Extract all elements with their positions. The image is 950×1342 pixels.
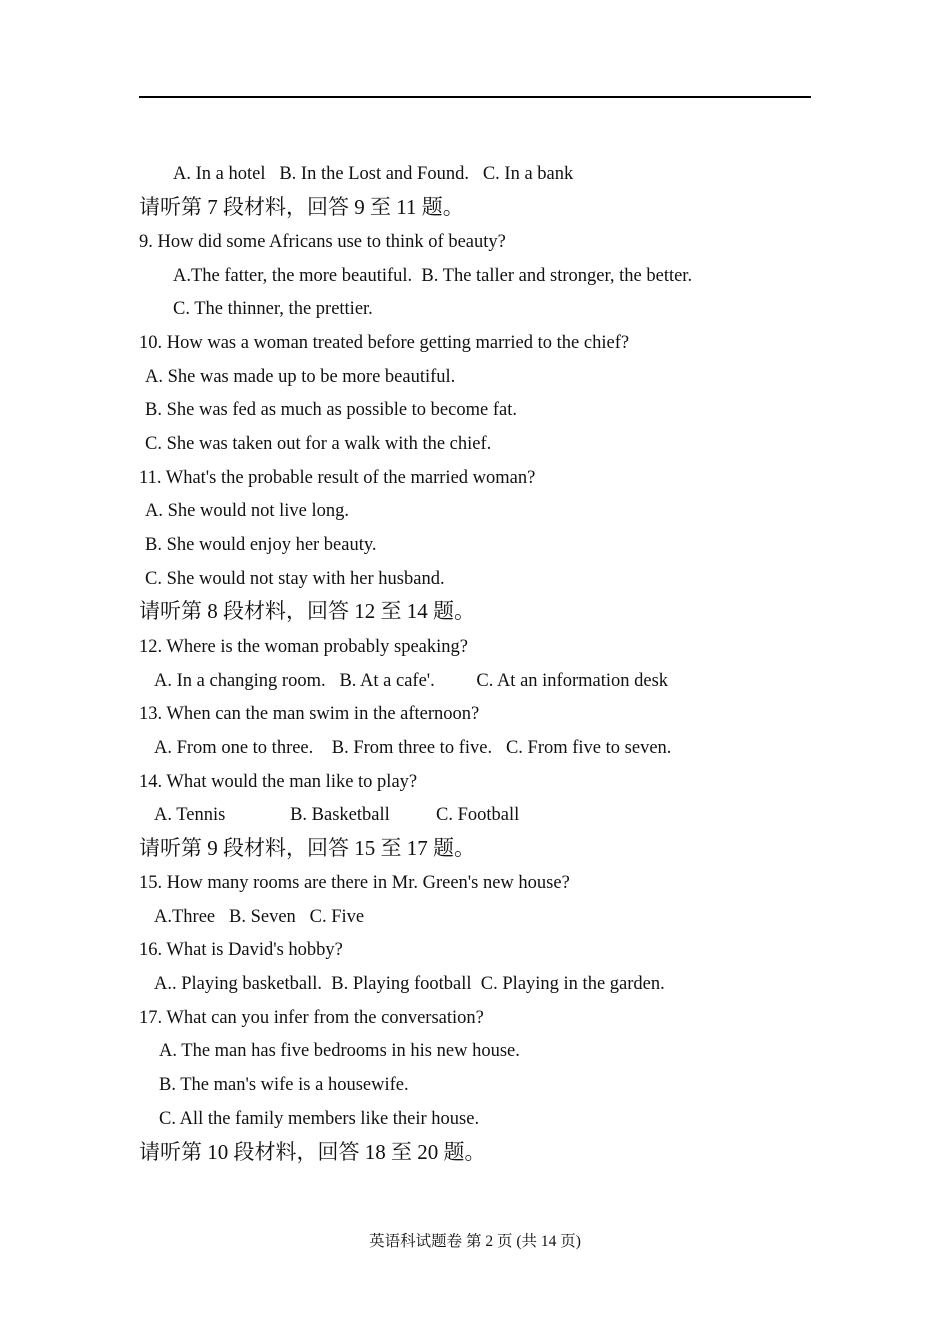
question-17: 17. What can you infer from the conversation? bbox=[139, 1008, 484, 1028]
section-9-instruction: 请听第 9 段材料，回答 15 至 17 题。 bbox=[139, 836, 475, 860]
q14-options: A. Tennis B. Basketball C. Football bbox=[154, 805, 520, 825]
question-13: 13. When can the man swim in the afternoon? bbox=[139, 704, 480, 724]
q8-options: A. In a hotel B. In the Lost and Found. C. In a bank bbox=[173, 164, 574, 184]
question-10: 10. How was a woman treated before getting married to the chief? bbox=[139, 333, 630, 353]
q10-option-a: A. She was made up to be more beautiful. bbox=[145, 367, 456, 387]
q11-option-a: A. She would not live long. bbox=[145, 501, 350, 521]
page-footer: 英语科试题卷 第 2 页 (共 14 页) bbox=[369, 1233, 581, 1250]
section-8-instruction: 请听第 8 段材料，回答 12 至 14 题。 bbox=[139, 599, 475, 623]
section-10-instruction: 请听第 10 段材料，回答 18 至 20 题。 bbox=[139, 1140, 486, 1164]
q17-option-a: A. The man has five bedrooms in his new house. bbox=[159, 1041, 520, 1061]
q17-option-b: B. The man's wife is a housewife. bbox=[159, 1075, 409, 1095]
q12-options: A. In a changing room. B. At a cafe'. C. At an information desk bbox=[154, 671, 669, 691]
q10-option-b: B. She was fed as much as possible to become fat. bbox=[145, 400, 517, 420]
q10-option-c: C. She was taken out for a walk with the chief. bbox=[145, 434, 492, 454]
q11-option-c: C. She would not stay with her husband. bbox=[145, 569, 445, 589]
q9-option-c: C. The thinner, the prettier. bbox=[173, 299, 373, 319]
question-14: 14. What would the man like to play? bbox=[139, 772, 418, 792]
q9-options-ab: A.The fatter, the more beautiful. B. The taller and stronger, the better. bbox=[173, 266, 693, 286]
q13-options: A. From one to three. B. From three to five. C. From five to seven. bbox=[154, 738, 672, 758]
question-9: 9. How did some Africans use to think of beauty? bbox=[139, 232, 506, 252]
section-7-instruction: 请听第 7 段材料，回答 9 至 11 题。 bbox=[139, 195, 464, 219]
question-16: 16. What is David's hobby? bbox=[139, 940, 343, 960]
q15-options: A.Three B. Seven C. Five bbox=[154, 907, 365, 927]
q16-options: A.. Playing basketball. B. Playing football C. Playing in the garden. bbox=[154, 974, 665, 994]
question-11: 11. What's the probable result of the married woman? bbox=[139, 468, 536, 488]
q17-option-c: C. All the family members like their house. bbox=[159, 1109, 480, 1129]
q11-option-b: B. She would enjoy her beauty. bbox=[145, 535, 377, 555]
question-15: 15. How many rooms are there in Mr. Green's new house? bbox=[139, 873, 570, 893]
question-12: 12. Where is the woman probably speaking? bbox=[139, 637, 468, 657]
header-rule bbox=[139, 96, 811, 98]
